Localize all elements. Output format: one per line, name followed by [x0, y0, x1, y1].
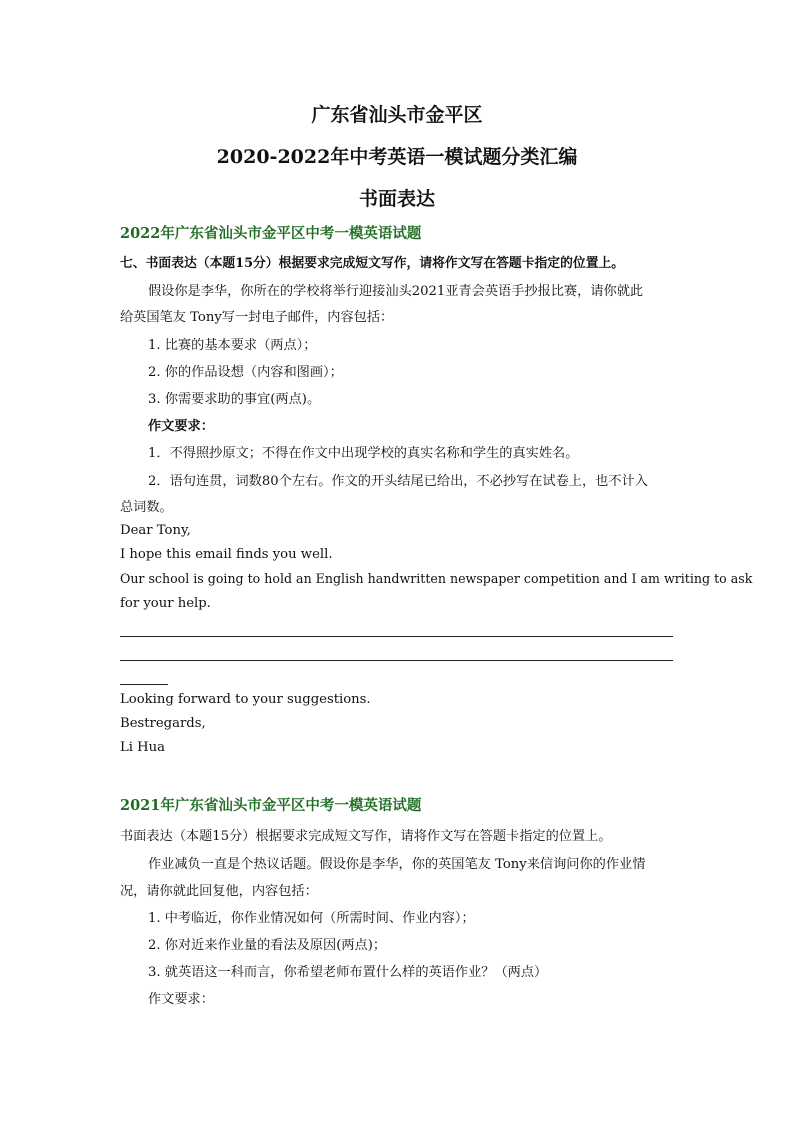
answer-line-2 — [120, 660, 673, 661]
answer-line-1 — [120, 636, 673, 637]
doc-title-topic: 书面表达 — [358, 188, 435, 210]
doc-title-main: 2020-2022年中考英语一模试题分类汇编 — [216, 146, 578, 168]
point-2021-1: 1. 中考临近，你作业情况如何（所需时间、作业内容）； — [148, 911, 475, 926]
requirement-2022-1: 1．不得照抄原文；不得在作文中出现学校的真实名称和学生的真实姓名。 — [148, 446, 579, 461]
letter-line2b: for your help. — [120, 596, 211, 611]
requirements-label-2021: 作文要求： — [148, 992, 214, 1007]
letter-closing-2: Bestregards, — [120, 716, 206, 731]
letter-line2a: Our school is going to hold an English handwritten newspaper competition and I am writing to ask — [120, 571, 753, 586]
letter-greeting: Dear Tony, — [120, 523, 191, 538]
prompt-2021-line1: 作业减负一直是个热议话题。假设你是李华，你的英国笔友 Tony来信询问你的作业情 — [148, 857, 646, 872]
requirement-2022-2-line1: 2．语句连贯，词数80个左右。作文的开头结尾已给出，不必抄写在试卷上，也不计入 — [148, 474, 648, 489]
answer-line-3 — [120, 684, 168, 685]
point-2022-2: 2. 你的作品设想（内容和图画）； — [148, 365, 343, 380]
point-2022-1: 1. 比赛的基本要求（两点）； — [148, 338, 317, 353]
requirement-2022-2-line2: 总词数。 — [120, 500, 173, 515]
letter-line1: I hope this email finds you well. — [120, 547, 333, 562]
question-intro-2022: 七、书面表达（本题15分）根据要求完成短文写作，请将作文写在答题卡指定的位置上。 — [120, 256, 625, 271]
requirements-label-2022: 作文要求： — [148, 419, 214, 434]
prompt-2022-line2: 给英国笔友 Tony写一封电子邮件，内容包括： — [120, 310, 394, 325]
point-2021-2: 2. 你对近来作业量的看法及原因(两点)； — [148, 938, 387, 953]
letter-closing-1: Looking forward to your suggestions. — [120, 692, 371, 707]
section-heading-2021: 2021年广东省汕头市金平区中考一模英语试题 — [120, 797, 422, 814]
point-2021-3: 3. 就英语这一科而言，你希望老师布置什么样的英语作业？（两点） — [148, 965, 548, 980]
question-intro-2021: 书面表达（本题15分）根据要求完成短文写作，请将作文写在答题卡指定的位置上。 — [120, 829, 612, 844]
point-2022-3: 3. 你需要求助的事宜(两点)。 — [148, 392, 321, 407]
section-heading-2022: 2022年广东省汕头市金平区中考一模英语试题 — [120, 225, 422, 242]
prompt-2021-line2: 况，请你就此回复他，内容包括： — [120, 884, 318, 899]
prompt-2022-line1: 假设你是李华，你所在的学校将举行迎接汕头2021亚青会英语手抄报比赛，请你就此 — [148, 284, 644, 299]
letter-signature: Li Hua — [120, 740, 166, 755]
doc-title-region: 广东省汕头市金平区 — [311, 104, 483, 126]
